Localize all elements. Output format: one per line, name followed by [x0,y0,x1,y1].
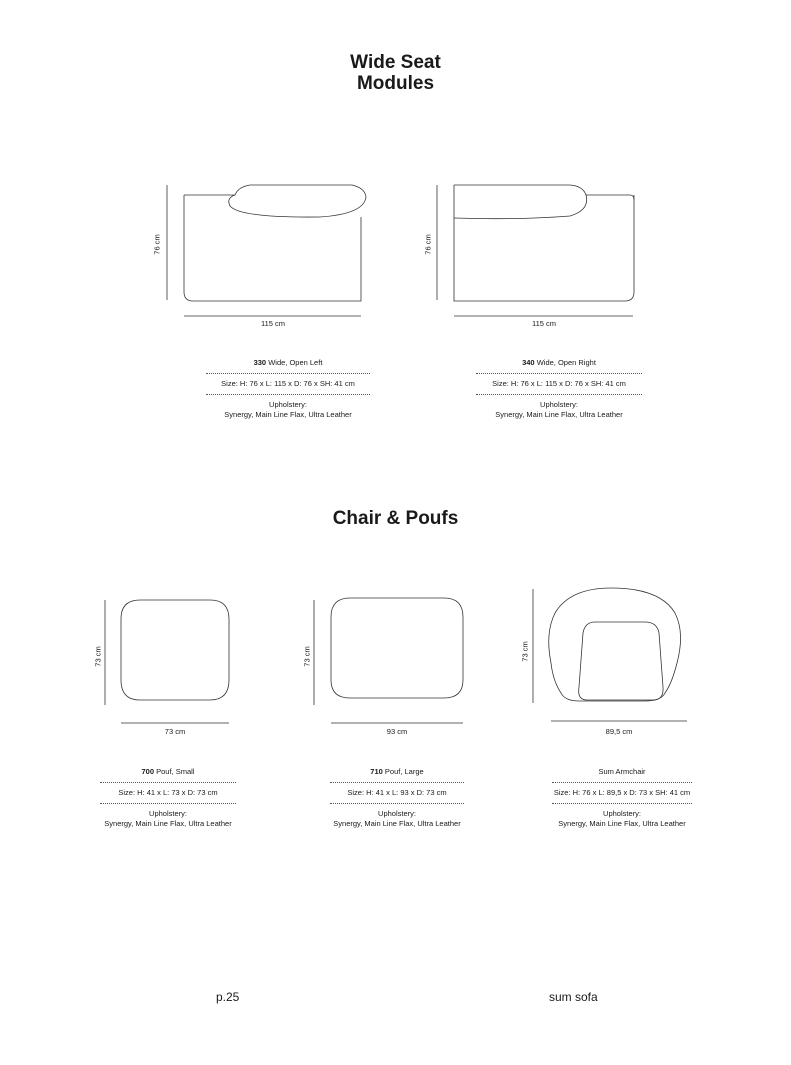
product-size: Size: H: 41 x L: 73 x D: 73 cm [118,788,218,797]
product-number: 710 [370,767,383,776]
divider [206,394,370,395]
pouf-700-drawing [95,590,245,740]
product-number: 700 [141,767,155,776]
module-330-drawing [150,180,380,330]
divider [552,803,692,804]
upholstery-values: Synergy, Main Line Flax, Ultra Leather [104,819,232,828]
product-size: Size: H: 76 x L: 115 x D: 76 x SH: 41 cm [492,379,626,388]
divider [476,373,642,374]
module-cushion-outline [184,185,366,217]
armchair-outer-outline [549,588,681,701]
product-size: Size: H: 76 x L: 89,5 x D: 73 x SH: 41 cm [553,788,691,797]
module-arm-outline [586,195,634,200]
divider [552,782,692,783]
upholstery-values: Synergy, Main Line Flax, Ultra Leather [558,819,686,828]
divider [476,394,642,395]
armchair-drawing [525,585,695,735]
height-label: 73 cm [93,646,103,667]
section-title-chair-poufs: Chair & Poufs [332,508,459,529]
height-label: 73 cm [520,641,530,662]
product-info-340 [476,358,642,420]
product-info-710 [330,767,464,829]
upholstery-label: Upholstery: [269,400,307,409]
pouf-710-drawing [302,590,480,740]
product-name: Pouf, Small [156,767,195,776]
height-label: 73 cm [302,646,312,667]
brand-name: sum sofa [549,990,598,1004]
width-label: 115 cm [260,319,286,328]
upholstery-label: Upholstery: [378,809,416,818]
product-number: 340 [522,358,535,367]
divider [100,803,236,804]
height-label: 76 cm [152,234,162,255]
section-title-wide-seat: Wide Seat Modules [350,52,441,94]
divider [206,373,370,374]
module-cushion-outline [454,185,587,219]
product-name: Pouf, Large [384,767,424,776]
width-label: 93 cm [386,727,408,736]
upholstery-label: Upholstery: [540,400,578,409]
product-name: Wide, Open Left [268,358,323,367]
upholstery-label: Upholstery: [603,809,641,818]
upholstery-values: Synergy, Main Line Flax, Ultra Leather [495,410,623,419]
upholstery-values: Synergy, Main Line Flax, Ultra Leather [333,819,461,828]
module-body-outline [454,185,634,301]
module-340-drawing [420,180,650,330]
product-name: Sum Armchair [598,767,646,776]
page-number: p.25 [216,990,240,1004]
divider [330,803,464,804]
product-number: 330 [253,358,267,367]
product-size: Size: H: 76 x L: 115 x D: 76 x SH: 41 cm [221,379,355,388]
product-name: Wide, Open Right [536,358,596,367]
armchair-seat-outline [579,622,663,700]
product-info-armchair [552,767,692,829]
module-body-outline [184,195,361,301]
width-label: 115 cm [531,319,557,328]
width-label: 73 cm [164,727,186,736]
pouf-outline [331,598,463,698]
height-label: 76 cm [423,234,433,255]
product-info-700 [100,767,236,829]
product-info-330 [206,358,370,420]
upholstery-label: Upholstery: [149,809,187,818]
upholstery-values: Synergy, Main Line Flax, Ultra Leather [224,410,352,419]
divider [330,782,464,783]
divider [100,782,236,783]
width-label: 89,5 cm [605,727,633,736]
pouf-outline [121,600,229,700]
product-size: Size: H: 41 x L: 93 x D: 73 cm [347,788,447,797]
